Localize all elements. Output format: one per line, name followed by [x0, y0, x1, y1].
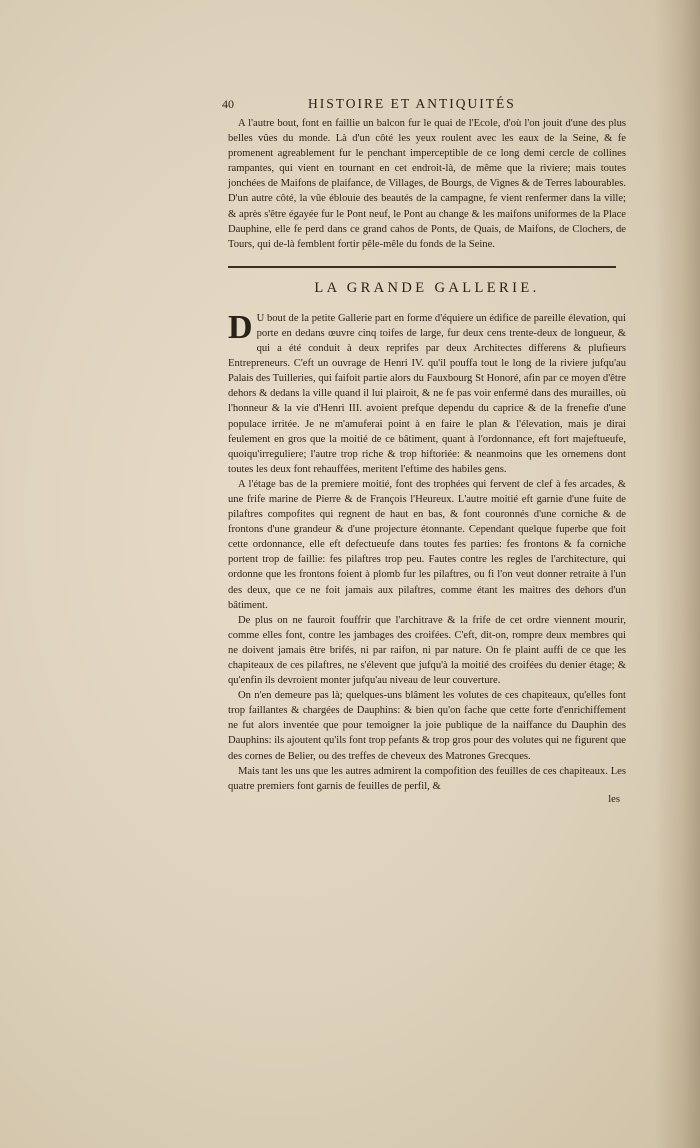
- section-paragraph-2: A l'étage bas de la premiere moitié, font des trophées qui fervent de clef à fes arcades, & une frife marine de Pierre & de François l'Heureux. L'autre moitié eft garnie d'une fuite de pilaftres compofites qui regnent de haut en bas, & font couronnés d'une corniche & de frontons d'une grandeur & d'une projecture étonnante. Cependant quelque fuperbe que foit cette ordonnance, elle eft defectueufe dans toutes fes parties: fes frontons & fa corniche portent trop de faillie: fes pilaftres trop peu. Fautes contre les regles de l'architecture, qui ordonne que les frontons foient à plomb fur les pilaftres, ou fi l'on veut donner retraite à l'un des deux, que ce ne foit jamais aux pilaftres, comme étant les maitres des dehors d'un bâtiment.: [228, 478, 626, 611]
- section-divider: [228, 266, 616, 268]
- catchword: les: [608, 793, 620, 805]
- section-paragraph-1-text: U bout de la petite Gallerie part en forme d'équiere un édifice de pareille élevation, qui porte en dedans œuvre cinq toifes de large, fur deux cens trente-deux de longueur, & qui a été conduit à deux reprifes par deux Architectes differens & plufieurs Entrepreneurs. C'eft un ouvrage de Henri IV. qu'il pouffa tout le long de la riviere jufqu'au Palais des Tuilleries, qui faifoit partie alors du Fauxbourg St Honoré, afin par ce moyen d'être dehors & dedans la ville quand il lui plairoit, & ne fe pas voir enfermé dans des murailles, où l'honneur & la vie d'Henri III. avoient prefque dependu du caprice & de la frenefie d'une populace irritée. Je ne m'amuferai point à en faire le plan & l'élevation, mais je dirai feulement en gros que la moitié de ce bâtiment, quant à l'ordonnance, eft fort majeftueufe, quoiqu'irreguliere; l'autre trop riche & trop hiftoriée: & neanmoins que les ornemens dont toutes les deux font rehauffées, meritent l'eftime des habiles gens.: [228, 312, 626, 475]
- text-column: [222, 96, 626, 805]
- section-paragraph-5: Mais tant les uns que les autres admirent la compofition des feuilles de ces chapiteaux. Les quatre premiers font garnis de feuilles de perfil, &: [228, 765, 626, 792]
- page-edge-shadow: [654, 0, 700, 1148]
- section-paragraph-4: On n'en demeure pas là; quelques-uns blâment les volutes de ces chapiteaux, qu'elles font trop faillantes & chargées de Dauphins: & bien qu'on fache que cette forte d'enrichiffement ne fut alors inventée que pour temoigner la joie publique de la naiffance du Dauphin des Dauphins: ils ajoutent qu'ils font trop pefants & trop gros pour des volutes qui ne figurent que des cornes de Belier, ou des treffes de cheveux des Matrones Grecques.: [228, 690, 626, 762]
- running-title: HISTOIRE ET ANTIQUITÉS: [308, 96, 516, 111]
- section-paragraph-1: [228, 308, 626, 477]
- section-paragraph-3: De plus on ne fauroit fouffrir que l'architrave & la frife de cet ordre viennent mourir, comme elles font, contre les jambages des croifées. C'eft, dit-on, rompre deux membres qui ne doivent jamais être brifés, ni par raifon, ni par nature. On fe plaint auffi de ce que les chapiteaux de ces pilaftres, ne s'élevent que jufqu'à la moitié des croifées du denier étage; & qu'enfin ils devroient monter jufqu'au niveau de leur couverture.: [228, 614, 626, 687]
- running-head: [222, 96, 626, 116]
- opening-paragraph: A l'autre bout, font en faillie un balcon fur le quai de l'Ecole, d'où l'on jouit d'une des plus belles vûes du monde. Là d'un côté les yeux roulent avec les eaux de la Seine, & fe promenent agreablement fur le penchant imperceptible de ce long demi cercle de collines rampantes, qui vient en tournant en cet endroit-là, de même que la riviere; mais toutes jonchées de Maifons de plaifance, de Villages, de Bourgs, de Vignes & de Terres labourables. D'un autre côté, la vûe éblouie des beautés de la campagne, fe vient renfermer dans la ville; & après s'être égayée fur le Pont neuf, le Pont au change & les maifons uniformes de la Place Dauphine, elle fe perd dans ce grand cahos de Ponts, de Quais, de Maifons, de Clochers, de Tours, qui de-là femblent fortir pêle-mêle du fonds de la Seine.: [228, 118, 626, 250]
- page-number: 40: [222, 97, 234, 111]
- drop-cap: D: [228, 308, 253, 346]
- section-title: LA GRANDE GALLERIE.: [314, 279, 540, 296]
